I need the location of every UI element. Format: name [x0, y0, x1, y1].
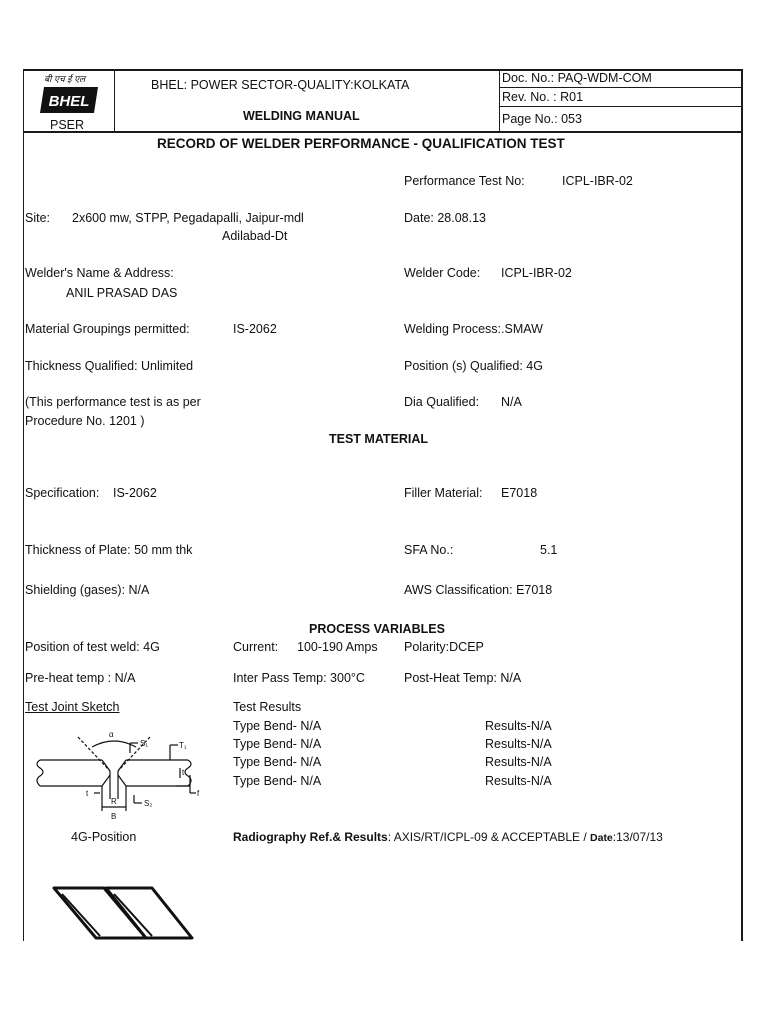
- positions-qualified: Position (s) Qualified: 4G: [404, 359, 543, 373]
- site-label: Site:: [25, 211, 51, 225]
- specification-label: Specification:: [25, 486, 100, 500]
- dim-t: t: [182, 768, 185, 777]
- process-variables-heading: PROCESS VARIABLES: [309, 622, 445, 636]
- material-value: IS-2062: [233, 322, 277, 336]
- current-value: 100-190 Amps: [297, 640, 378, 654]
- logo-hindi-text: बी एच ई एल: [44, 74, 86, 84]
- radiography-date-label: Date: [590, 832, 613, 844]
- welder-code-value: ICPL-IBR-02: [501, 266, 572, 280]
- test-results-heading: Test Results: [233, 700, 302, 714]
- perf-test-value: ICPL-IBR-02: [562, 174, 633, 188]
- sfa-value: 5.1: [540, 543, 558, 557]
- shielding-gases: Shielding (gases): N/A: [25, 583, 150, 597]
- welding-process: Welding Process:.SMAW: [404, 322, 543, 336]
- specification-value: IS-2062: [113, 486, 157, 500]
- bend-type-2: Type Bend- N/A: [233, 737, 322, 751]
- procedure-line1: (This performance test is as per: [25, 395, 201, 409]
- dim-s1: S₁: [140, 739, 149, 748]
- sfa-label: SFA No.:: [404, 543, 454, 557]
- welder-name-value: ANIL PRASAD DAS: [66, 286, 178, 300]
- dia-qualified-value: N/A: [501, 395, 522, 409]
- dim-alpha: α: [109, 730, 114, 739]
- procedure-line2: Procedure No. 1201 ): [25, 414, 145, 428]
- site-value-line1: 2x600 mw, STPP, Pegadapalli, Jaipur-mdl: [72, 211, 304, 225]
- interpass-temp: Inter Pass Temp: 300°C: [233, 671, 365, 685]
- plate-thickness: Thickness of Plate: 50 mm thk: [25, 543, 193, 557]
- frame-left: [23, 69, 24, 941]
- bend-type-4: Type Bend- N/A: [233, 774, 322, 788]
- header-bottom-rule: [23, 131, 742, 133]
- dim-s2: S₂: [144, 799, 153, 808]
- test-joint-sketch: [30, 723, 210, 823]
- radiography-date-value: :13/07/13: [612, 830, 663, 844]
- postheat-temp: Post-Heat Temp: N/A: [404, 671, 522, 685]
- filler-material-value: E7018: [501, 486, 538, 500]
- header-divider-2: [499, 70, 500, 132]
- dim-r: R: [111, 797, 117, 806]
- dim-t-left: t: [86, 789, 89, 798]
- dim-t1: T₁: [179, 741, 187, 750]
- test-material-heading: TEST MATERIAL: [329, 432, 429, 446]
- polarity: Polarity:DCEP: [404, 640, 484, 654]
- header-rule-rev: [499, 106, 742, 107]
- welder-name-label: Welder's Name & Address:: [25, 266, 174, 280]
- page-no: Page No.: 053: [502, 112, 582, 126]
- bhel-logo: [38, 85, 100, 115]
- perf-test-label: Performance Test No:: [404, 174, 525, 188]
- radiography-line: [233, 830, 663, 846]
- dim-b: B: [111, 812, 117, 821]
- radiography-value: : AXIS/RT/ICPL-09 & ACCEPTABLE /: [387, 830, 591, 844]
- record-title: RECORD OF WELDER PERFORMANCE - QUALIFICATION TEST: [157, 136, 565, 151]
- aws-classification: AWS Classification: E7018: [404, 583, 553, 597]
- header-rule-doc: [499, 87, 742, 88]
- logo-text: BHEL: [48, 93, 90, 110]
- plates-illustration: [48, 880, 198, 946]
- dim-f: f: [197, 789, 200, 798]
- logo-caption: PSER: [50, 118, 85, 132]
- org-line: BHEL: POWER SECTOR-QUALITY:KOLKATA: [151, 78, 410, 92]
- header-divider-1: [114, 70, 115, 132]
- bend-type-3: Type Bend- N/A: [233, 755, 322, 769]
- radiography-label: Radiography Ref.& Results: [233, 830, 388, 844]
- current-label: Current:: [233, 640, 279, 654]
- bend-result-1: Results-N/A: [485, 719, 552, 733]
- preheat-temp: Pre-heat temp : N/A: [25, 671, 136, 685]
- bend-result-3: Results-N/A: [485, 755, 552, 769]
- material-label: Material Groupings permitted:: [25, 322, 190, 336]
- thickness-qualified: Thickness Qualified: Unlimited: [25, 359, 194, 373]
- doc-no: Doc. No.: PAQ-WDM-COM: [502, 71, 652, 85]
- dia-qualified-label: Dia Qualified:: [404, 395, 480, 409]
- bend-result-4: Results-N/A: [485, 774, 552, 788]
- welder-code-label: Welder Code:: [404, 266, 481, 280]
- site-value-line2: Adilabad-Dt: [222, 229, 288, 243]
- bend-type-1: Type Bend- N/A: [233, 719, 322, 733]
- rev-no: Rev. No. : R01: [502, 90, 584, 104]
- frame-right: [741, 69, 743, 941]
- test-weld-position: Position of test weld: 4G: [25, 640, 160, 654]
- date-field: Date: 28.08.13: [404, 211, 487, 225]
- filler-material-label: Filler Material:: [404, 486, 483, 500]
- sketch-caption: 4G-Position: [71, 830, 137, 844]
- bend-result-2: Results-N/A: [485, 737, 552, 751]
- manual-title: WELDING MANUAL: [243, 109, 360, 123]
- test-joint-sketch-label: Test Joint Sketch: [25, 700, 120, 714]
